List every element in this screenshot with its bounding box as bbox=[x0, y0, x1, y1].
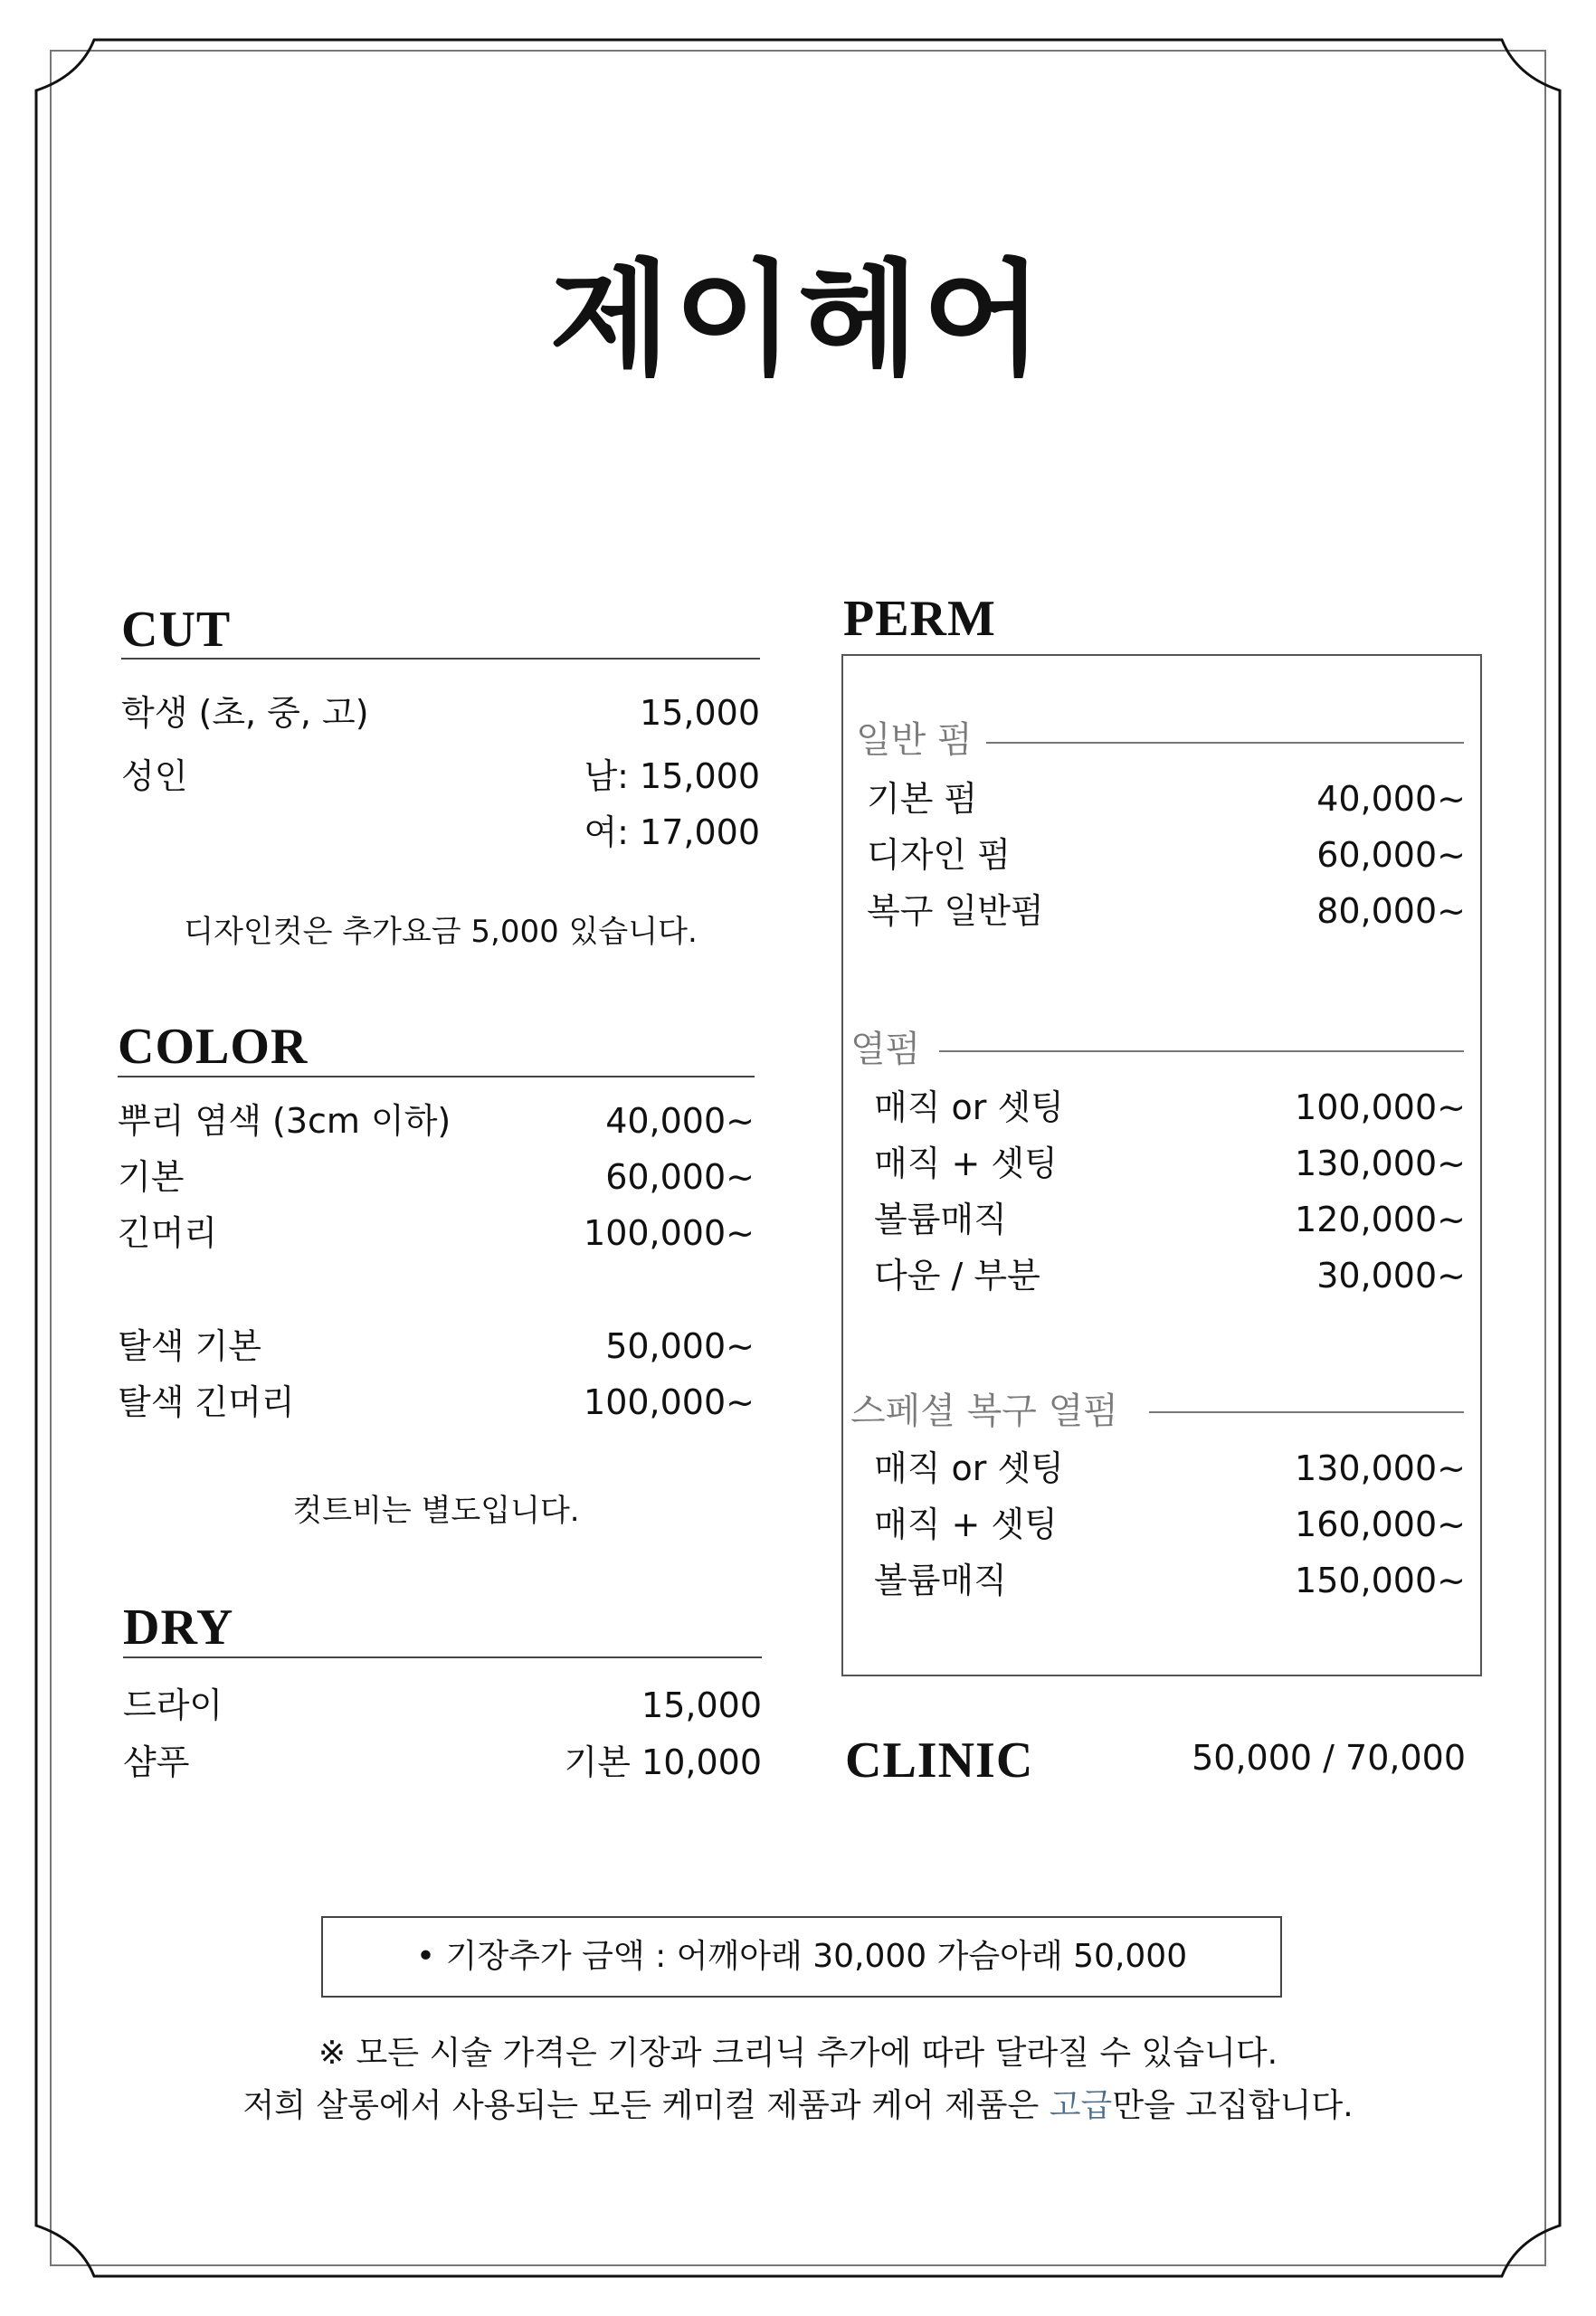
length-surcharge-text: • 기장추가 금액 : 어깨아래 30,000 가슴아래 50,000 bbox=[415, 1938, 1188, 1975]
clinic-heading: CLINIC bbox=[845, 1732, 1034, 1789]
perm-row-price: 150,000~ bbox=[1295, 1561, 1466, 1600]
perm-group-line bbox=[939, 1050, 1464, 1052]
perm-row-price: 30,000~ bbox=[1316, 1256, 1466, 1296]
cut-row-label: 학생 (초, 중, 고) bbox=[121, 693, 369, 733]
perm-row-label: 다운 / 부분 bbox=[874, 1256, 1040, 1296]
perm-row-label: 디자인 펌 bbox=[867, 835, 1011, 875]
perm-row-label: 복구 일반펌 bbox=[867, 891, 1044, 931]
perm-row-price: 60,000~ bbox=[1316, 835, 1466, 875]
cut-row-price: 남: 15,000 bbox=[584, 756, 760, 796]
perm-group-title: 스페셜 복구 열펌 bbox=[850, 1391, 1118, 1432]
color-heading: COLOR bbox=[118, 1019, 309, 1075]
perm-row-label: 매직 or 셋팅 bbox=[874, 1087, 1064, 1127]
color-row-label: 긴머리 bbox=[118, 1213, 218, 1253]
dry-row-price: 15,000 bbox=[641, 1685, 762, 1725]
cut-row-price: 여: 17,000 bbox=[584, 812, 760, 852]
perm-row-price: 130,000~ bbox=[1295, 1448, 1466, 1488]
color-row-price: 50,000~ bbox=[605, 1326, 755, 1366]
dry-rule bbox=[123, 1656, 762, 1658]
color-rule bbox=[118, 1076, 755, 1077]
dry-row-price: 기본 10,000 bbox=[564, 1742, 762, 1782]
perm-row-label: 기본 펌 bbox=[867, 779, 978, 819]
clinic-price: 50,000 / 70,000 bbox=[1192, 1738, 1466, 1778]
perm-row-price: 100,000~ bbox=[1295, 1087, 1466, 1127]
color-note: 컷트비는 별도입니다. bbox=[292, 1493, 580, 1529]
color-row-price: 60,000~ bbox=[605, 1157, 755, 1197]
perm-group-line bbox=[1149, 1411, 1464, 1413]
cut-row-label: 성인 bbox=[121, 756, 188, 796]
footer-note-2-start: 저희 살롱에서 사용되는 모든 케미컬 제품과 케어 제품은 bbox=[242, 2087, 1050, 2124]
cut-rule bbox=[121, 658, 760, 660]
color-row-label: 뿌리 염색 (3cm 이하) bbox=[118, 1101, 451, 1141]
dry-heading: DRY bbox=[123, 1599, 234, 1656]
perm-group-title: 일반 펌 bbox=[856, 719, 973, 761]
perm-row-label: 매직 or 셋팅 bbox=[874, 1448, 1064, 1488]
perm-row-label: 볼륨매직 bbox=[874, 1200, 1007, 1239]
color-row-price: 40,000~ bbox=[605, 1101, 755, 1141]
cut-row-price: 15,000 bbox=[640, 693, 760, 733]
color-row-label: 탈색 긴머리 bbox=[118, 1382, 295, 1422]
footer-note-2-end: 만을 고집합니다. bbox=[1112, 2087, 1354, 2124]
footer-note-2 bbox=[0, 2084, 1596, 2128]
length-surcharge-box bbox=[321, 1916, 1282, 1998]
salon-title: 제이헤어 bbox=[549, 247, 1047, 393]
perm-row-price: 160,000~ bbox=[1295, 1504, 1466, 1544]
cut-heading: CUT bbox=[121, 602, 232, 658]
color-row-price: 100,000~ bbox=[584, 1213, 755, 1253]
perm-row-price: 80,000~ bbox=[1316, 891, 1466, 931]
color-row-label: 기본 bbox=[118, 1157, 185, 1197]
perm-row-label: 볼륨매직 bbox=[874, 1561, 1007, 1600]
perm-row-price: 120,000~ bbox=[1295, 1200, 1466, 1239]
perm-heading: PERM bbox=[843, 591, 996, 647]
dry-row-label: 드라이 bbox=[123, 1685, 223, 1725]
footer-highlight: 고급 bbox=[1049, 2087, 1113, 2124]
perm-group-title: 열펌 bbox=[850, 1029, 921, 1070]
perm-row-price: 40,000~ bbox=[1316, 779, 1466, 819]
perm-group-line bbox=[986, 742, 1464, 744]
dry-row-label: 샴푸 bbox=[123, 1742, 190, 1782]
cut-note: 디자인컷은 추가요금 5,000 있습니다. bbox=[184, 914, 698, 950]
footer-note-1: ※ 모든 시술 가격은 기장과 크리닉 추가에 따라 달라질 수 있습니다. bbox=[318, 2035, 1278, 2072]
color-row-price: 100,000~ bbox=[584, 1382, 755, 1422]
perm-row-label: 매직 + 셋팅 bbox=[874, 1504, 1058, 1544]
perm-row-label: 매직 + 셋팅 bbox=[874, 1144, 1058, 1183]
perm-row-price: 130,000~ bbox=[1295, 1144, 1466, 1183]
color-row-label: 탈색 기본 bbox=[118, 1326, 261, 1366]
